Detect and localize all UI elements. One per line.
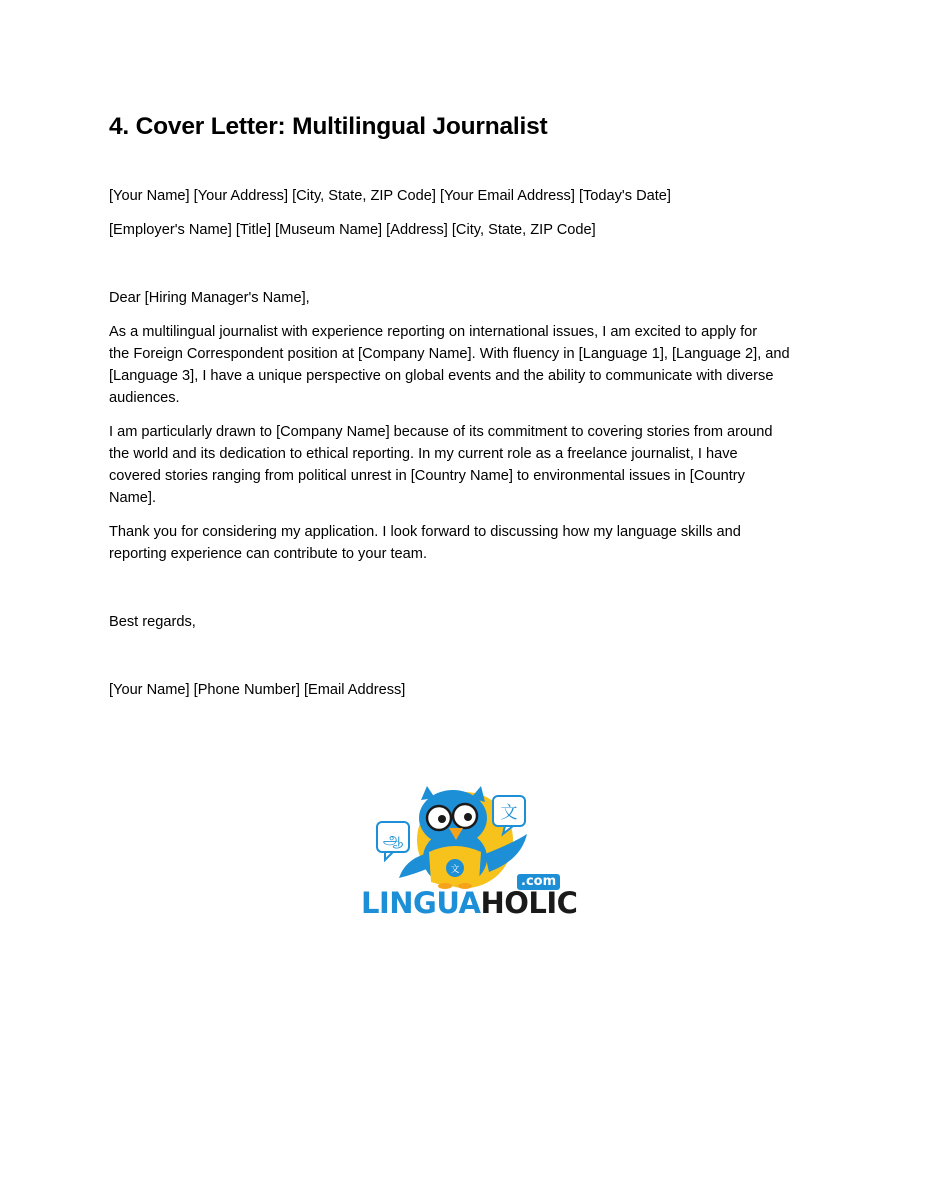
paragraph-line: the Foreign Correspondent position at [Company Name]. With fluency in [Language 1], [Language 2], and (109, 346, 790, 362)
shirt-glyph: 文 (450, 865, 460, 875)
owl-wing-left (399, 854, 429, 878)
bubble-left-glyph: ஆ (382, 829, 404, 848)
paragraph-line: audiences. (109, 390, 180, 406)
logo-word-lingua: LINGUA (361, 886, 481, 920)
salutation: Dear [Hiring Manager's Name], (109, 290, 310, 306)
logo-wordmark (361, 886, 577, 920)
signature-line: [Your Name] [Phone Number] [Email Address] (109, 682, 406, 698)
logo-domain: .com (517, 874, 560, 890)
sender-address-line: [Your Name] [Your Address] [City, State, ZIP Code] [Your Email Address] [Today's Date] (109, 188, 671, 204)
document-title: 4. Cover Letter: Multilingual Journalist (109, 113, 548, 140)
body-paragraph-3 (109, 521, 829, 565)
owl-pupil-right (464, 813, 472, 821)
linguaholic-logo (355, 782, 578, 926)
owl-pupil-left (438, 815, 446, 823)
body-paragraph-2 (109, 421, 829, 509)
paragraph-line: covered stories ranging from political unrest in [Country Name] to environmental issues in [Country (109, 468, 745, 484)
paragraph-line: reporting experience can contribute to your team. (109, 546, 427, 562)
bubble-right-glyph: 文 (500, 803, 518, 823)
closing: Best regards, (109, 614, 196, 630)
paragraph-line: As a multilingual journalist with experience reporting on international issues, I am excited to apply for (109, 324, 758, 340)
paragraph-line: [Language 3], I have a unique perspective on global events and the ability to communicate with diverse (109, 368, 774, 384)
owl-ear-left (421, 786, 435, 800)
paragraph-line: Name]. (109, 490, 157, 506)
recipient-address-line: [Employer's Name] [Title] [Museum Name] [Address] [City, State, ZIP Code] (109, 222, 596, 238)
paragraph-line: I am particularly drawn to [Company Name] because of its commitment to covering stories from around (109, 424, 773, 440)
logo-word-holic: HOLIC (480, 886, 578, 920)
paragraph-line: the world and its dedication to ethical reporting. In my current role as a freelance journalist, I have (109, 446, 738, 462)
paragraph-line: Thank you for considering my application. I look forward to discussing how my language skills and (109, 524, 741, 540)
body-paragraph-1 (109, 321, 829, 409)
speech-bubble-left-tail (385, 852, 393, 860)
